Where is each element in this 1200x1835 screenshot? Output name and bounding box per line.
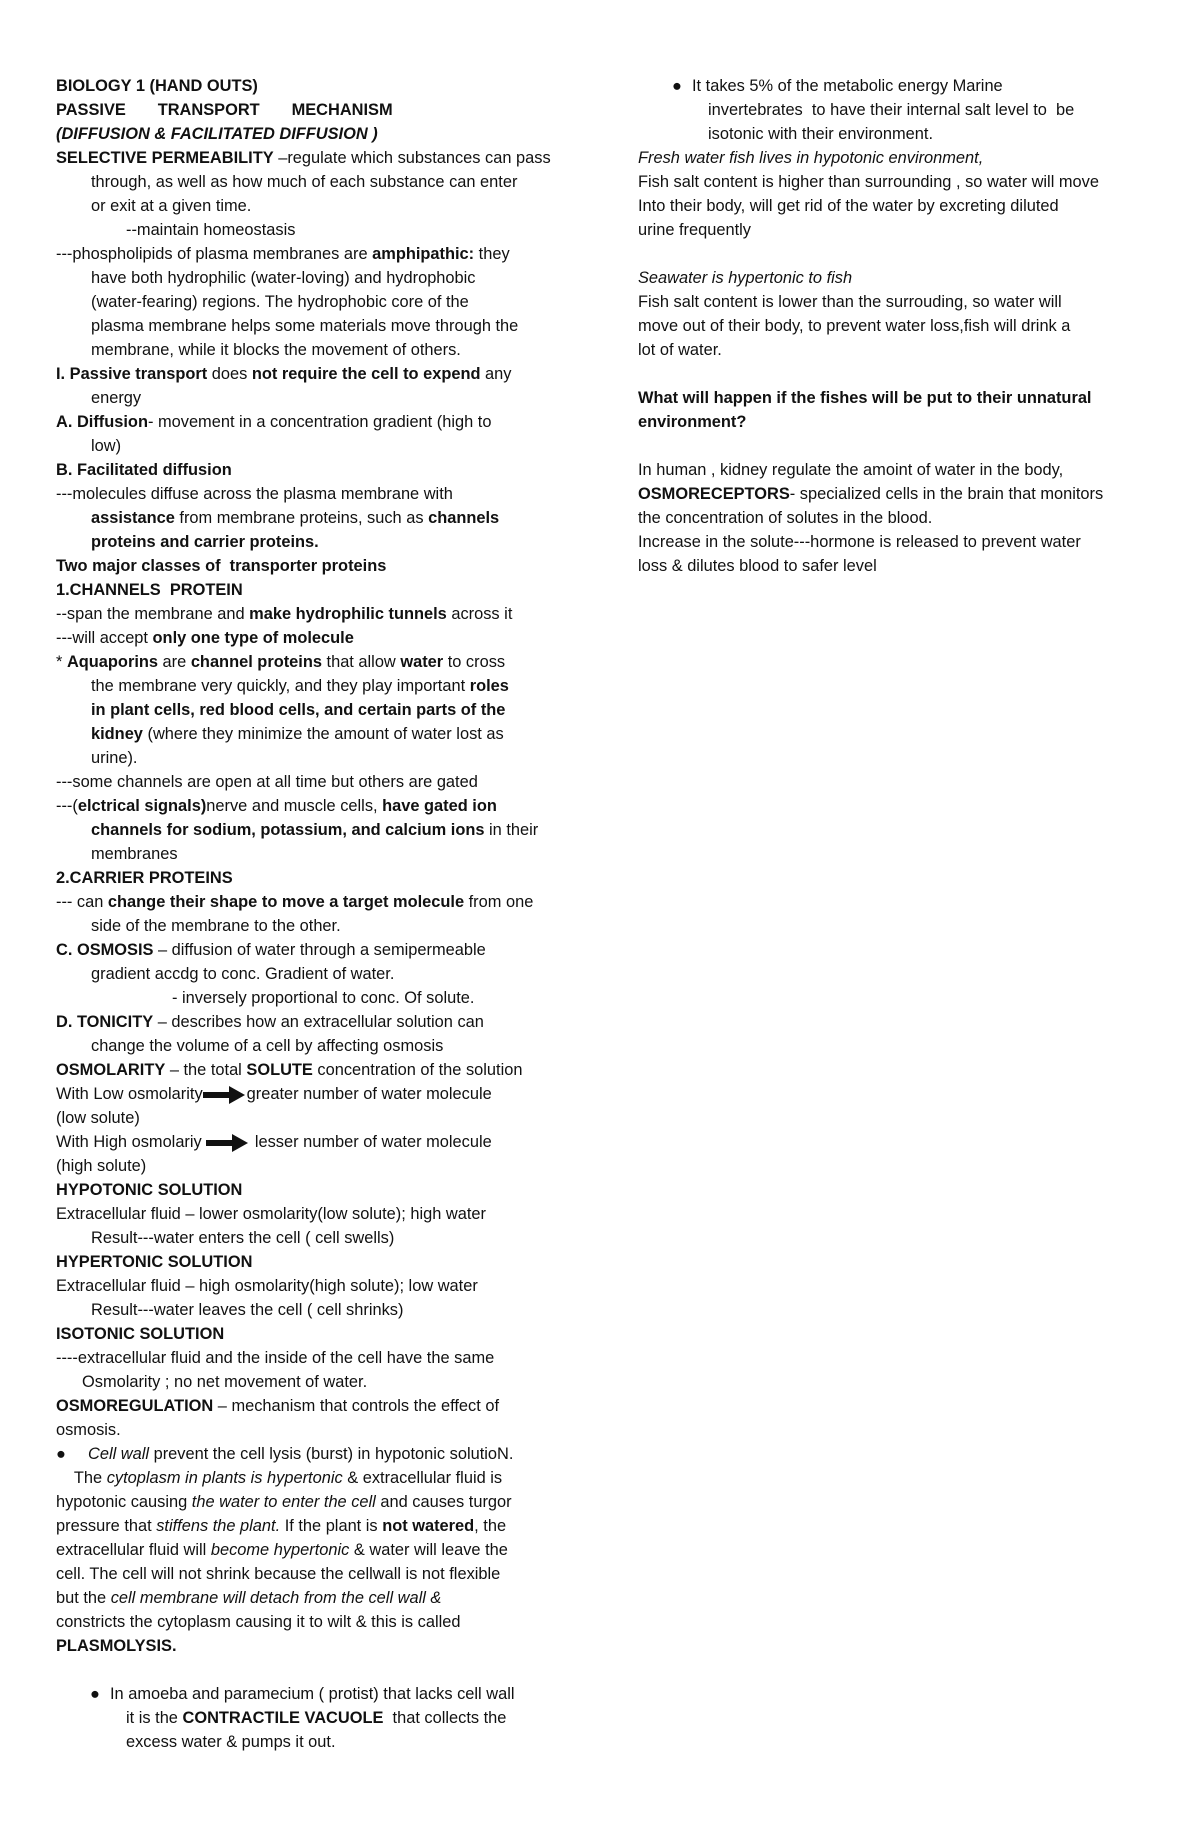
heading-passive-transport: PASSIVE TRANSPORT MECHANISM [56, 101, 393, 119]
text-line: ---some channels are open at all time but others are gated [56, 773, 478, 791]
bullet-icon: ● [672, 77, 682, 95]
text-line: Extracellular fluid – high osmolarity(high solute); low water [56, 1277, 478, 1295]
tonicity-heading: D. TONICITY – describes how an extracellular solution can [56, 1013, 484, 1031]
passive-transport-heading: I. Passive transport does not require the cell to expend any [56, 365, 512, 383]
text-line: but the cell membrane will detach from the cell wall & [56, 1589, 442, 1607]
text-line: --maintain homeostasis [126, 221, 296, 239]
text-line: cell. The cell will not shrink because the cellwall is not flexible [56, 1565, 501, 1583]
text-line: constricts the cytoplasm causing it to wilt & this is called [56, 1613, 461, 1631]
text-line: ---molecules diffuse across the plasma membrane with [56, 485, 453, 503]
text-line: With Low osmolarity greater number of water molecule [56, 1085, 492, 1103]
text-line: channels for sodium, potassium, and calcium ions in their [91, 821, 539, 839]
bullet-icon: ● [56, 1445, 66, 1463]
text-line: In human , kidney regulate the amoint of water in the body, [638, 461, 1064, 479]
osmolarity-heading: OSMOLARITY – the total SOLUTE concentration of the solution [56, 1061, 523, 1079]
osmoregulation-heading: OSMOREGULATION – mechanism that controls the effect of [56, 1397, 500, 1415]
seawater-heading: Seawater is hypertonic to fish [638, 269, 853, 287]
osmosis-heading: C. OSMOSIS – diffusion of water through a semipermeable [56, 941, 486, 959]
right-column [638, 74, 1158, 578]
text-line: (high solute) [56, 1157, 147, 1175]
left-column [56, 74, 576, 1754]
selective-permeability: SELECTIVE PERMEABILITY –regulate which substances can pass [56, 149, 551, 167]
text-line: hypotonic causing the water to enter the cell and causes turgor [56, 1493, 512, 1511]
isotonic-heading: ISOTONIC SOLUTION [56, 1325, 225, 1343]
text-line: low) [91, 437, 122, 455]
text-line: membrane, while it blocks the movement of others. [91, 341, 461, 359]
plasmolysis-term: PLASMOLYSIS. [56, 1637, 177, 1655]
text-line: through, as well as how much of each substance can enter [91, 173, 518, 191]
text-line: move out of their body, to prevent water loss,fish will drink a [638, 317, 1071, 335]
text-line: Result---water enters the cell ( cell swells) [91, 1229, 395, 1247]
text-line: The cytoplasm in plants is hypertonic & extracellular fluid is [56, 1469, 503, 1487]
text-line: kidney (where they minimize the amount of water lost as [91, 725, 504, 743]
text-line: pressure that stiffens the plant. If the plant is not watered, the [56, 1517, 507, 1535]
text-line: --span the membrane and make hydrophilic tunnels across it [56, 605, 513, 623]
text-line: energy [91, 389, 142, 407]
text-line: have both hydrophilic (water-loving) and hydrophobic [91, 269, 476, 287]
text-line: isotonic with their environment. [708, 125, 934, 143]
text-line: --- can change their shape to move a target molecule from one [56, 893, 534, 911]
freshwater-heading: Fresh water fish lives in hypotonic environment, [638, 149, 984, 167]
text-line: Fish salt content is lower than the surrouding, so water will [638, 293, 1062, 311]
text-line: gradient accdg to conc. Gradient of water. [91, 965, 395, 983]
text-line: ---will accept only one type of molecule [56, 629, 354, 647]
text-line: ----extracellular fluid and the inside of the cell have the same [56, 1349, 495, 1367]
text-line: environment? [638, 413, 747, 431]
right-arrow-icon [206, 1134, 248, 1152]
text-line: osmosis. [56, 1421, 121, 1439]
right-arrow-icon [203, 1086, 245, 1104]
carrier-proteins-heading: 2.CARRIER PROTEINS [56, 869, 233, 887]
text-line: invertebrates to have their internal salt level to be [708, 101, 1075, 119]
text-line: With High osmolariy lesser number of water molecule [56, 1133, 492, 1151]
bullet-amoeba: ● In amoeba and paramecium ( protist) that lacks cell wall [56, 1682, 576, 1706]
text-line: Increase in the solute---hormone is released to prevent water [638, 533, 1081, 551]
text-line: urine frequently [638, 221, 751, 239]
text-line: Fish salt content is higher than surrounding , so water will move [638, 173, 1099, 191]
hypotonic-heading: HYPOTONIC SOLUTION [56, 1181, 243, 1199]
text-line: it is the CONTRACTILE VACUOLE that collects the [126, 1709, 507, 1727]
text-line: in plant cells, red blood cells, and certain parts of the [91, 701, 506, 719]
text-line: urine). [91, 749, 138, 767]
text-line: Osmolarity ; no net movement of water. [82, 1373, 368, 1391]
bullet-marine: ● It takes 5% of the metabolic energy Marine [638, 74, 1158, 98]
heading-diffusion: (DIFFUSION & FACILITATED DIFFUSION ) [56, 125, 378, 143]
text-line: (low solute) [56, 1109, 140, 1127]
text-line: Extracellular fluid – lower osmolarity(low solute); high water [56, 1205, 486, 1223]
text-line: proteins and carrier proteins. [91, 533, 319, 551]
text-line: membranes [91, 845, 178, 863]
doc-title: BIOLOGY 1 (HAND OUTS) [56, 77, 258, 95]
question-line: What will happen if the fishes will be put to their unnatural [638, 389, 1092, 407]
aquaporins-line: * Aquaporins are channel proteins that allow water to cross [56, 653, 506, 671]
text-line: excess water & pumps it out. [126, 1733, 336, 1751]
text-line: plasma membrane helps some materials move through the [91, 317, 519, 335]
transporter-classes-heading: Two major classes of transporter proteins [56, 557, 387, 575]
text-line: - inversely proportional to conc. Of solute. [172, 989, 475, 1007]
osmoreceptors-line: OSMORECEPTORS- specialized cells in the brain that monitors [638, 485, 1104, 503]
text-line: Into their body, will get rid of the water by excreting diluted [638, 197, 1059, 215]
text-line: extracellular fluid will become hypertonic & water will leave the [56, 1541, 508, 1559]
channels-protein-heading: 1.CHANNELS PROTEIN [56, 581, 243, 599]
facilitated-diffusion-heading: B. Facilitated diffusion [56, 461, 232, 479]
hypertonic-heading: HYPERTONIC SOLUTION [56, 1253, 253, 1271]
bullet-cell-wall: ● Cell wall prevent the cell lysis (burst) in hypotonic solutioN. [56, 1442, 576, 1466]
diffusion-heading: A. Diffusion- movement in a concentration gradient (high to [56, 413, 492, 431]
text-line: Result---water leaves the cell ( cell shrinks) [91, 1301, 404, 1319]
text-line: change the volume of a cell by affecting osmosis [91, 1037, 444, 1055]
text-line: lot of water. [638, 341, 722, 359]
text-line: (water-fearing) regions. The hydrophobic core of the [91, 293, 469, 311]
text-line: assistance from membrane proteins, such as channels [91, 509, 500, 527]
amphipathic-line: ---phospholipids of plasma membranes are amphipathic: they [56, 245, 510, 263]
text-line: the concentration of solutes in the blood. [638, 509, 933, 527]
text-line: the membrane very quickly, and they play important roles [91, 677, 509, 695]
text-line: or exit at a given time. [91, 197, 252, 215]
bullet-icon: ● [90, 1685, 100, 1703]
text-line: loss & dilutes blood to safer level [638, 557, 877, 575]
text-line: side of the membrane to the other. [91, 917, 341, 935]
text-line: ---(elctrical signals)nerve and muscle cells, have gated ion [56, 797, 497, 815]
